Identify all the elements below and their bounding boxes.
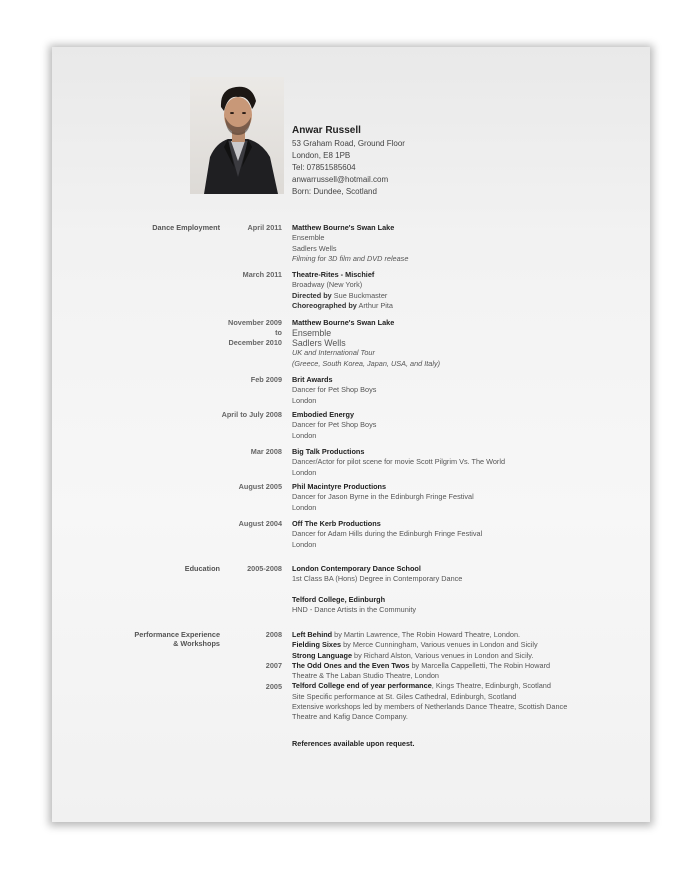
employment-entry: Brit Awards Dancer for Pet Shop Boys London [292, 375, 377, 405]
profile-photo [190, 77, 284, 194]
employment-entry: Theatre-Rites - Mischief Broadway (New York) Directed by Sue Buckmaster Choreographed by Arthur Pita [292, 270, 393, 310]
employment-title: Embodied Energy [292, 410, 355, 419]
performance-item: Left Behind by Martin Lawrence, The Robin Howard Theatre, London. [292, 630, 521, 639]
employment-date: April to July 2008 [221, 410, 282, 419]
employment-title: Theatre-Rites - Mischief [292, 270, 375, 279]
email-address: anwarrussell@hotmail.com [292, 175, 389, 184]
employment-entry: Matthew Bourne's Swan Lake Ensemble Sadlers Wells UK and International Tour (Greece, South Korea, Japan, USA, and Italy) [292, 318, 441, 368]
education-entry: London Contemporary Dance School 1st Class BA (Hons) Degree in Contemporary Dance [292, 564, 463, 584]
references-note: References available upon request. [292, 739, 415, 748]
section-label-education: Education [184, 564, 220, 573]
contact-block [292, 124, 405, 198]
person-name: Anwar Russell [292, 125, 361, 136]
performance-item: Strong Language by Richard Alston, Various venues in London and Sicily. [292, 650, 534, 660]
employment-date: Feb 2009 [250, 375, 282, 384]
employment-title: Brit Awards [292, 375, 333, 384]
employment-date: August 2005 [238, 482, 282, 491]
employment-date: November 2009 to December 2010 [228, 318, 282, 347]
employment-date: April 2011 [247, 223, 282, 232]
employment-entry: Phil Macintyre Productions Dancer for Jason Byrne in the Edinburgh Fringe Festival London [292, 482, 474, 512]
employment-title: Matthew Bourne's Swan Lake [292, 318, 395, 327]
address-line-1: 53 Graham Road, Ground Floor [292, 139, 405, 148]
education-entry: Telford College, Edinburgh HND - Dance Artists in the Community [292, 595, 417, 615]
performance-item: Theatre & The Laban Studio Theatre, London [292, 671, 439, 681]
performance-year: 2008 [265, 630, 282, 639]
performance-item: The Odd Ones and the Even Twos by Marcella Cappelletti, The Robin Howard [292, 660, 551, 670]
employment-title: Big Talk Productions [292, 447, 365, 456]
employment-date: August 2004 [238, 519, 282, 528]
employment-entry: Off The Kerb Productions Dancer for Adam Hills during the Edinburgh Fringe Festival London [292, 519, 483, 549]
employment-date: March 2011 [242, 270, 282, 279]
employment-date: Mar 2008 [250, 447, 282, 456]
performance-list [292, 630, 567, 723]
performance-item: Extensive workshops led by members of Netherlands Dance Theatre, Scottish Dance [292, 702, 568, 712]
employment-entry: Big Talk Productions Dancer/Actor for pilot scene for movie Scott Pilgrim Vs. The World London [292, 447, 506, 477]
birthplace: Born: Dundee, Scotland [292, 187, 377, 196]
section-label-dance-employment: Dance Employment [152, 223, 220, 232]
address-line-2: London, E8 1PB [292, 151, 351, 160]
performance-item: Telford College end of year performance, Kings Theatre, Edinburgh, Scotland [292, 681, 551, 691]
performance-item: Site Specific performance at St. Giles Cathedral, Edinburgh, Scotland [292, 691, 517, 701]
employment-title: Phil Macintyre Productions [292, 482, 387, 491]
education-date: 2005-2008 [247, 564, 282, 573]
performance-year: 2005 [265, 682, 282, 691]
section-label-performance: Performance Experience & Workshops [134, 630, 220, 648]
employment-entry: Matthew Bourne's Swan Lake Ensemble Sadlers Wells Filming for 3D film and DVD release [292, 223, 409, 263]
employment-title: Off The Kerb Productions [292, 519, 381, 528]
performance-year: 2007 [265, 661, 282, 670]
employment-entry: Embodied Energy Dancer for Pet Shop Boys London [292, 410, 377, 440]
phone-number: Tel: 07851585604 [292, 163, 356, 172]
performance-item: Theatre and Kafig Dance Company. [292, 712, 408, 722]
employment-title: Matthew Bourne's Swan Lake [292, 223, 395, 232]
performance-item: Fielding Sixes by Merce Cunningham, Various venues in London and Sicily [292, 640, 538, 650]
